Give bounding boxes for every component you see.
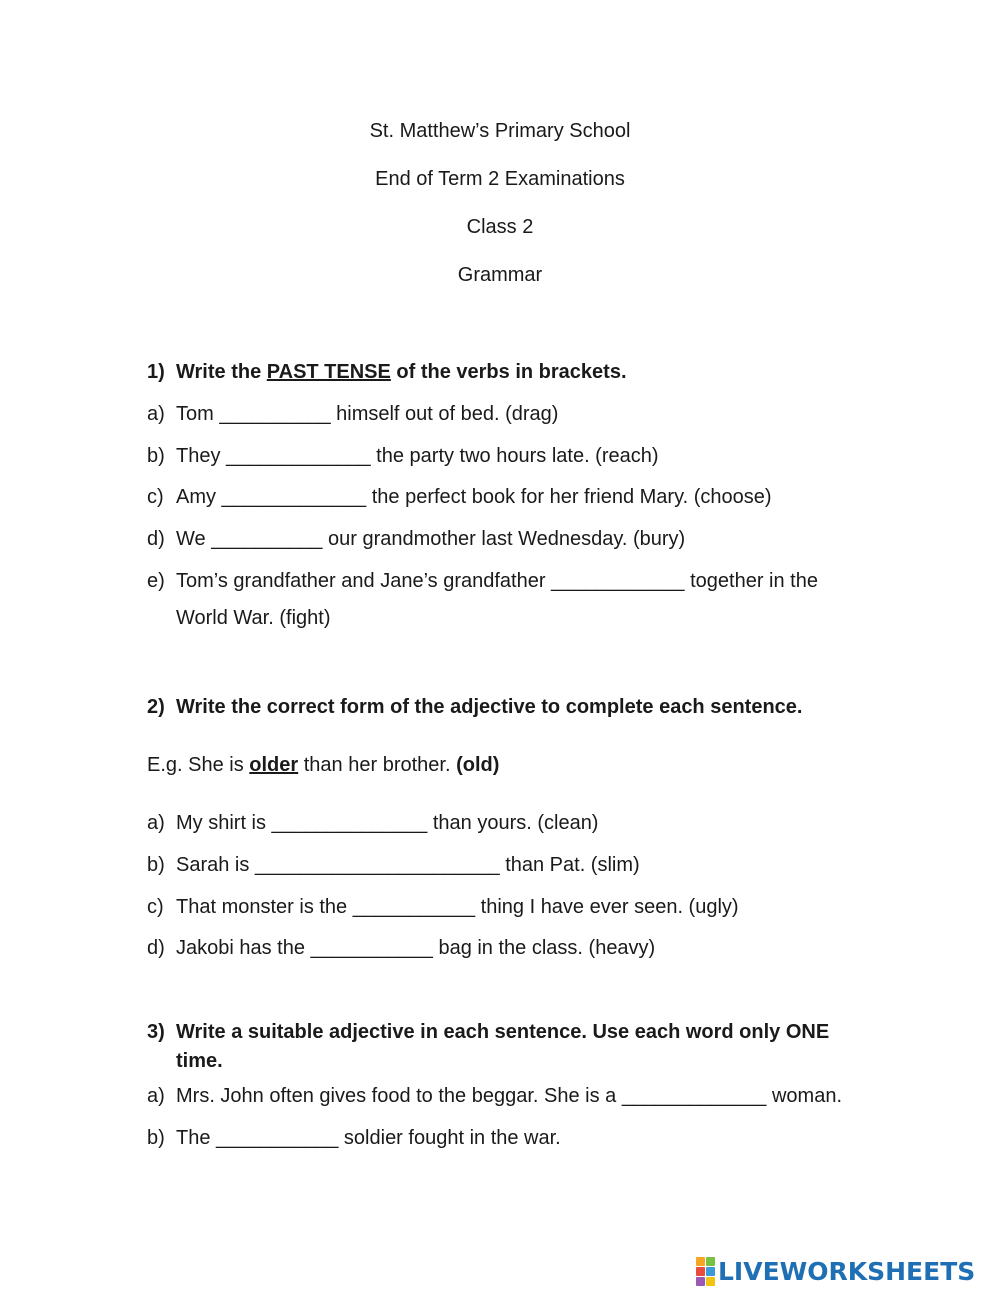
q2-item-b (147, 854, 640, 877)
item-text: We __________ our grandmother last Wednesday. (bury) (176, 528, 686, 550)
item-label: c) (147, 486, 164, 508)
item-text: Mrs. John often gives food to the beggar. She is a _____________ woman. (176, 1085, 843, 1107)
past-tense-emphasis: PAST TENSE (266, 361, 391, 383)
item-text: That monster is the ___________ thing I have ever seen. (ugly) (176, 896, 739, 918)
item-text: The ___________ soldier fought in the war. (176, 1127, 561, 1149)
item-text: Tom __________ himself out of bed. (drag) (176, 403, 559, 425)
question-2-title (147, 696, 802, 719)
q1-item-e (147, 570, 818, 630)
subject-label: Grammar (457, 264, 543, 286)
q1-item-d (147, 528, 685, 551)
question-number: 3) (147, 1021, 165, 1043)
question-1-title (147, 361, 627, 384)
item-text: My shirt is ______________ than yours. (clean) (176, 812, 599, 834)
item-label: d) (147, 937, 165, 959)
item-label: b) (147, 854, 165, 876)
question-text: Write the correct form of the adjective to complete each sentence. (176, 696, 803, 718)
class-label: Class 2 (466, 216, 534, 238)
example-text: E.g. She is (147, 754, 250, 776)
question-text-continued: time. (176, 1050, 223, 1072)
item-label: e) (147, 570, 165, 592)
q2-item-a (147, 812, 598, 835)
question-number: 2) (147, 696, 165, 718)
item-text-continued: World War. (fight) (176, 607, 331, 629)
q2-item-c (147, 896, 739, 919)
item-label: c) (147, 896, 164, 918)
question-3-title (147, 1021, 829, 1073)
question-text: Write a suitable adjective in each sentence. Use each word only ONE (176, 1021, 830, 1043)
q2-item-d (147, 937, 655, 960)
q3-item-a (147, 1085, 842, 1108)
item-text: Sarah is ______________________ than Pat. (slim) (176, 854, 640, 876)
question-text: of the verbs in brackets. (390, 361, 627, 383)
item-label: a) (147, 1085, 165, 1107)
item-label: a) (147, 812, 165, 834)
logo-block (706, 1257, 715, 1266)
item-text: They _____________ the party two hours late. (reach) (176, 445, 659, 467)
logo-block (706, 1267, 715, 1276)
example-hint: (old) (456, 754, 500, 776)
item-text: Amy _____________ the perfect book for her friend Mary. (choose) (176, 486, 772, 508)
logo-block (696, 1257, 705, 1266)
item-label: d) (147, 528, 165, 550)
q2-example (147, 754, 499, 777)
logo-text: LIVEWORKSHEETS (718, 1256, 976, 1286)
q1-item-b (147, 445, 659, 468)
exam-title: End of Term 2 Examinations (375, 168, 625, 190)
item-label: b) (147, 1127, 165, 1149)
logo-blocks-icon (696, 1257, 715, 1286)
example-answer: older (249, 754, 299, 776)
item-label: b) (147, 445, 165, 467)
school-name: St. Matthew’s Primary School (369, 120, 631, 142)
logo-block (696, 1267, 705, 1276)
item-label: a) (147, 403, 165, 425)
q1-item-c (147, 486, 772, 509)
item-text: Tom’s grandfather and Jane’s grandfather ____________ together in the (176, 570, 818, 592)
liveworksheets-logo (696, 1256, 975, 1286)
logo-block (706, 1277, 715, 1286)
question-number: 1) (147, 361, 165, 383)
example-text: than her brother. (298, 754, 457, 776)
item-text: Jakobi has the ___________ bag in the class. (heavy) (176, 937, 656, 959)
logo-block (696, 1277, 705, 1286)
question-text: Write the (176, 361, 267, 383)
q1-item-a (147, 403, 558, 426)
q3-item-b (147, 1127, 561, 1150)
